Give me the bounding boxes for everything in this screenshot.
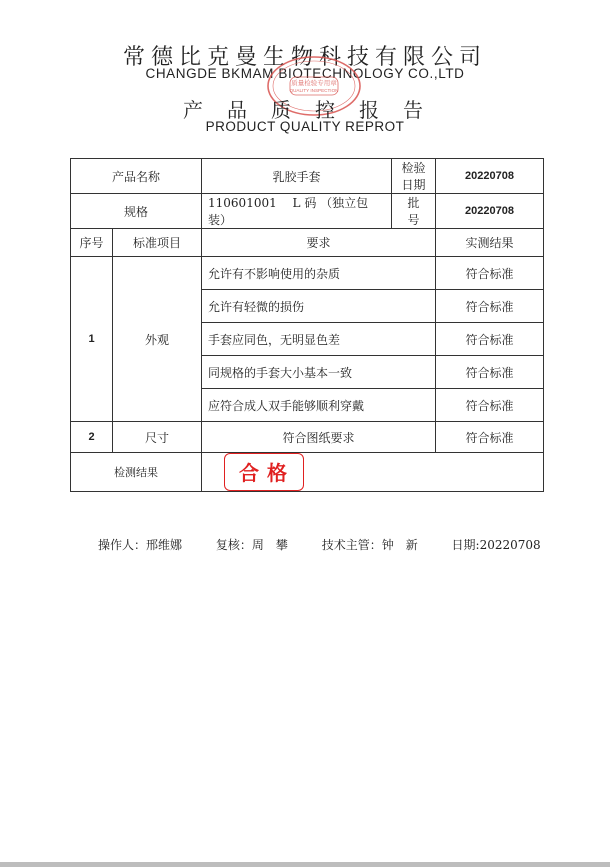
result-cell: 符合标准 bbox=[436, 290, 544, 323]
product-name-value: 乳胶手套 bbox=[202, 159, 392, 194]
pass-stamp: 合格 bbox=[224, 453, 304, 491]
supervisor-signature: 技术主管：钟 新 bbox=[321, 538, 418, 552]
spec-value: 110601001 L 码 （独立包装） bbox=[202, 194, 392, 229]
column-header-result: 实测结果 bbox=[436, 229, 544, 257]
conclusion-row bbox=[71, 453, 544, 492]
requirement-cell: 符合图纸要求 bbox=[202, 422, 436, 453]
table-row bbox=[71, 159, 544, 194]
table-row bbox=[71, 422, 544, 453]
table-row bbox=[71, 257, 544, 290]
column-header-item: 标准项目 bbox=[113, 229, 202, 257]
table-row bbox=[71, 194, 544, 229]
result-cell: 符合标准 bbox=[436, 257, 544, 290]
product-name-label: 产品名称 bbox=[71, 159, 202, 194]
result-cell: 符合标准 bbox=[436, 422, 544, 453]
signature-footer bbox=[98, 536, 578, 553]
page-bottom-divider bbox=[0, 862, 610, 867]
company-name-en: CHANGDE BKMAM BIOTECHNOLOGY CO.,LTD bbox=[145, 66, 465, 81]
column-header-requirement: 要求 bbox=[202, 229, 436, 257]
operator-signature: 操作人：邢维娜 bbox=[98, 538, 183, 552]
item-name: 外观 bbox=[113, 257, 202, 422]
result-cell: 符合标准 bbox=[436, 356, 544, 389]
table-header-row bbox=[71, 229, 544, 257]
svg-text:QUALITY INSPECTION: QUALITY INSPECTION bbox=[289, 88, 339, 93]
requirement-cell: 手套应同色，无明显色差 bbox=[202, 323, 436, 356]
result-cell: 符合标准 bbox=[436, 323, 544, 356]
company-name-cn: 常德比克曼生物科技有限公司 bbox=[122, 45, 487, 70]
spec-label: 规格 bbox=[71, 194, 202, 229]
quality-table bbox=[70, 158, 544, 492]
inspection-date-label: 检验日期 bbox=[392, 159, 436, 194]
svg-text:质量检验专用章: 质量检验专用章 bbox=[291, 79, 337, 87]
requirement-cell: 应符合成人双手能够顺利穿戴 bbox=[202, 389, 436, 422]
result-cell: 符合标准 bbox=[436, 389, 544, 422]
report-title-en: PRODUCT QUALITY REPROT bbox=[205, 119, 405, 134]
batch-label: 批 号 bbox=[392, 194, 436, 229]
report-title-cn: 产品质控报告 bbox=[183, 98, 447, 122]
item-name: 尺寸 bbox=[113, 422, 202, 453]
conclusion-label: 检测结果 bbox=[71, 453, 202, 492]
conclusion-cell bbox=[202, 453, 544, 492]
report-date: 日期:20220708 bbox=[451, 538, 541, 552]
column-header-seq: 序号 bbox=[71, 229, 113, 257]
item-seq: 2 bbox=[71, 422, 113, 453]
requirement-cell: 允许有不影响使用的杂质 bbox=[202, 257, 436, 290]
reviewer-signature: 复核：周 攀 bbox=[215, 538, 288, 552]
requirement-cell: 允许有轻微的损伤 bbox=[202, 290, 436, 323]
inspection-date-value: 20220708 bbox=[436, 159, 544, 194]
batch-value: 20220708 bbox=[436, 194, 544, 229]
requirement-cell: 同规格的手套大小基本一致 bbox=[202, 356, 436, 389]
item-seq: 1 bbox=[71, 257, 113, 422]
